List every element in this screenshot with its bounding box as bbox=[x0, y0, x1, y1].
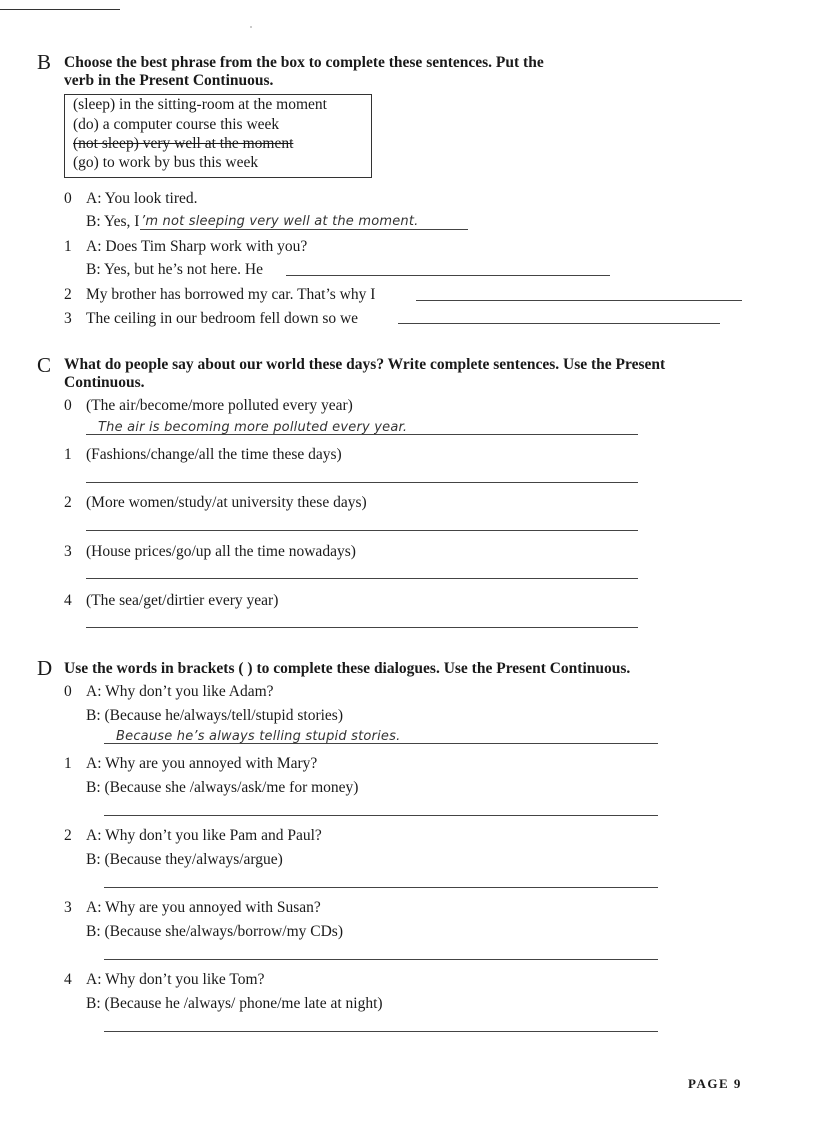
item-number: 0 bbox=[64, 397, 72, 414]
dialogue-line-b: B: (Because he /always/ phone/me late at night) bbox=[86, 995, 383, 1012]
answer-line[interactable] bbox=[140, 229, 468, 230]
dialogue-line-a: A: Why are you annoyed with Mary? bbox=[86, 755, 318, 772]
item-number: 2 bbox=[64, 494, 72, 511]
item-number: 1 bbox=[64, 238, 72, 255]
answer-line[interactable] bbox=[398, 323, 720, 324]
answer-line[interactable] bbox=[86, 627, 638, 628]
section-c-instruction-line1: What do people say about our world these days? Write complete sentences. Use the Present bbox=[64, 356, 666, 373]
answer-line[interactable] bbox=[104, 743, 658, 744]
section-c-letter: C bbox=[37, 353, 52, 377]
item-number: 1 bbox=[64, 446, 72, 463]
phrase-box-item-crossed: (not sleep) very well at the moment bbox=[73, 135, 294, 152]
item-number: 0 bbox=[64, 683, 72, 700]
item-number: 1 bbox=[64, 755, 72, 772]
page-number: PAGE 9 bbox=[688, 1076, 742, 1091]
answer-line[interactable] bbox=[86, 578, 638, 579]
phrase-box-item: (sleep) in the sitting-room at the moment bbox=[73, 96, 327, 113]
section-b-instruction-line2: verb in the Present Continuous. bbox=[64, 72, 274, 89]
answer-line[interactable] bbox=[86, 530, 638, 531]
prompt-text: (The air/become/more polluted every year) bbox=[86, 397, 353, 414]
item-number: 4 bbox=[64, 592, 72, 609]
section-b-instruction-line1: Choose the best phrase from the box to complete these sentences. Put the bbox=[64, 54, 544, 71]
section-d-letter: D bbox=[37, 656, 53, 680]
item-number: 0 bbox=[64, 190, 72, 207]
handwritten-answer: ’m not sleeping very well at the moment. bbox=[141, 214, 419, 229]
answer-line[interactable] bbox=[104, 1031, 658, 1032]
answer-line[interactable] bbox=[86, 434, 638, 435]
dialogue-line-b: B: (Because she /always/ask/me for money) bbox=[86, 779, 359, 796]
item-number: 3 bbox=[64, 899, 72, 916]
item-number: 2 bbox=[64, 286, 72, 303]
prompt-text: (The sea/get/dirtier every year) bbox=[86, 592, 279, 609]
handwritten-answer: The air is becoming more polluted every year. bbox=[98, 420, 408, 435]
answer-line[interactable] bbox=[104, 815, 658, 816]
prompt-text: (More women/study/at university these days) bbox=[86, 494, 367, 511]
phrase-box-item: (go) to work by bus this week bbox=[73, 154, 259, 171]
dialogue-line-b: B: (Because he/always/tell/stupid stories) bbox=[86, 707, 343, 724]
item-number: 4 bbox=[64, 971, 72, 988]
dialogue-line-a: A: Why don’t you like Tom? bbox=[86, 971, 265, 988]
top-rule bbox=[0, 9, 120, 10]
dialogue-line-b: B: (Because they/always/argue) bbox=[86, 851, 283, 868]
sentence-text: The ceiling in our bedroom fell down so we bbox=[86, 310, 359, 327]
section-b-letter: B bbox=[37, 50, 52, 74]
dialogue-line-a: A: Does Tim Sharp work with you? bbox=[86, 238, 308, 255]
section-c-instruction-line2: Continuous. bbox=[64, 374, 145, 391]
prompt-text: (Fashions/change/all the time these days) bbox=[86, 446, 342, 463]
item-number: 3 bbox=[64, 543, 72, 560]
sentence-text: My brother has borrowed my car. That’s why I bbox=[86, 286, 376, 303]
phrase-box-item: (do) a computer course this week bbox=[73, 116, 280, 133]
answer-line[interactable] bbox=[286, 275, 610, 276]
item-number: 2 bbox=[64, 827, 72, 844]
item-number: 3 bbox=[64, 310, 72, 327]
dialogue-line-a: A: Why are you annoyed with Susan? bbox=[86, 899, 321, 916]
answer-line[interactable] bbox=[86, 482, 638, 483]
dialogue-line-b: B: (Because she/always/borrow/my CDs) bbox=[86, 923, 343, 940]
answer-line[interactable] bbox=[104, 959, 658, 960]
prompt-text: (House prices/go/up all the time nowadays) bbox=[86, 543, 356, 560]
section-d-instruction: Use the words in brackets ( ) to complete these dialogues. Use the Present Continuous. bbox=[64, 660, 631, 677]
dialogue-line-b-prefix: B: Yes, but he’s not here. He bbox=[86, 261, 263, 278]
dialogue-line-b-prefix: B: Yes, I bbox=[86, 213, 140, 230]
dialogue-line-a: A: Why don’t you like Pam and Paul? bbox=[86, 827, 322, 844]
phrase-box bbox=[64, 94, 372, 178]
answer-line[interactable] bbox=[104, 887, 658, 888]
handwritten-answer: Because he’s always telling stupid stories. bbox=[116, 729, 401, 744]
dialogue-line-a: A: You look tired. bbox=[86, 190, 198, 207]
dialogue-line-a: A: Why don’t you like Adam? bbox=[86, 683, 274, 700]
answer-line[interactable] bbox=[416, 300, 742, 301]
scan-speck bbox=[250, 26, 252, 28]
